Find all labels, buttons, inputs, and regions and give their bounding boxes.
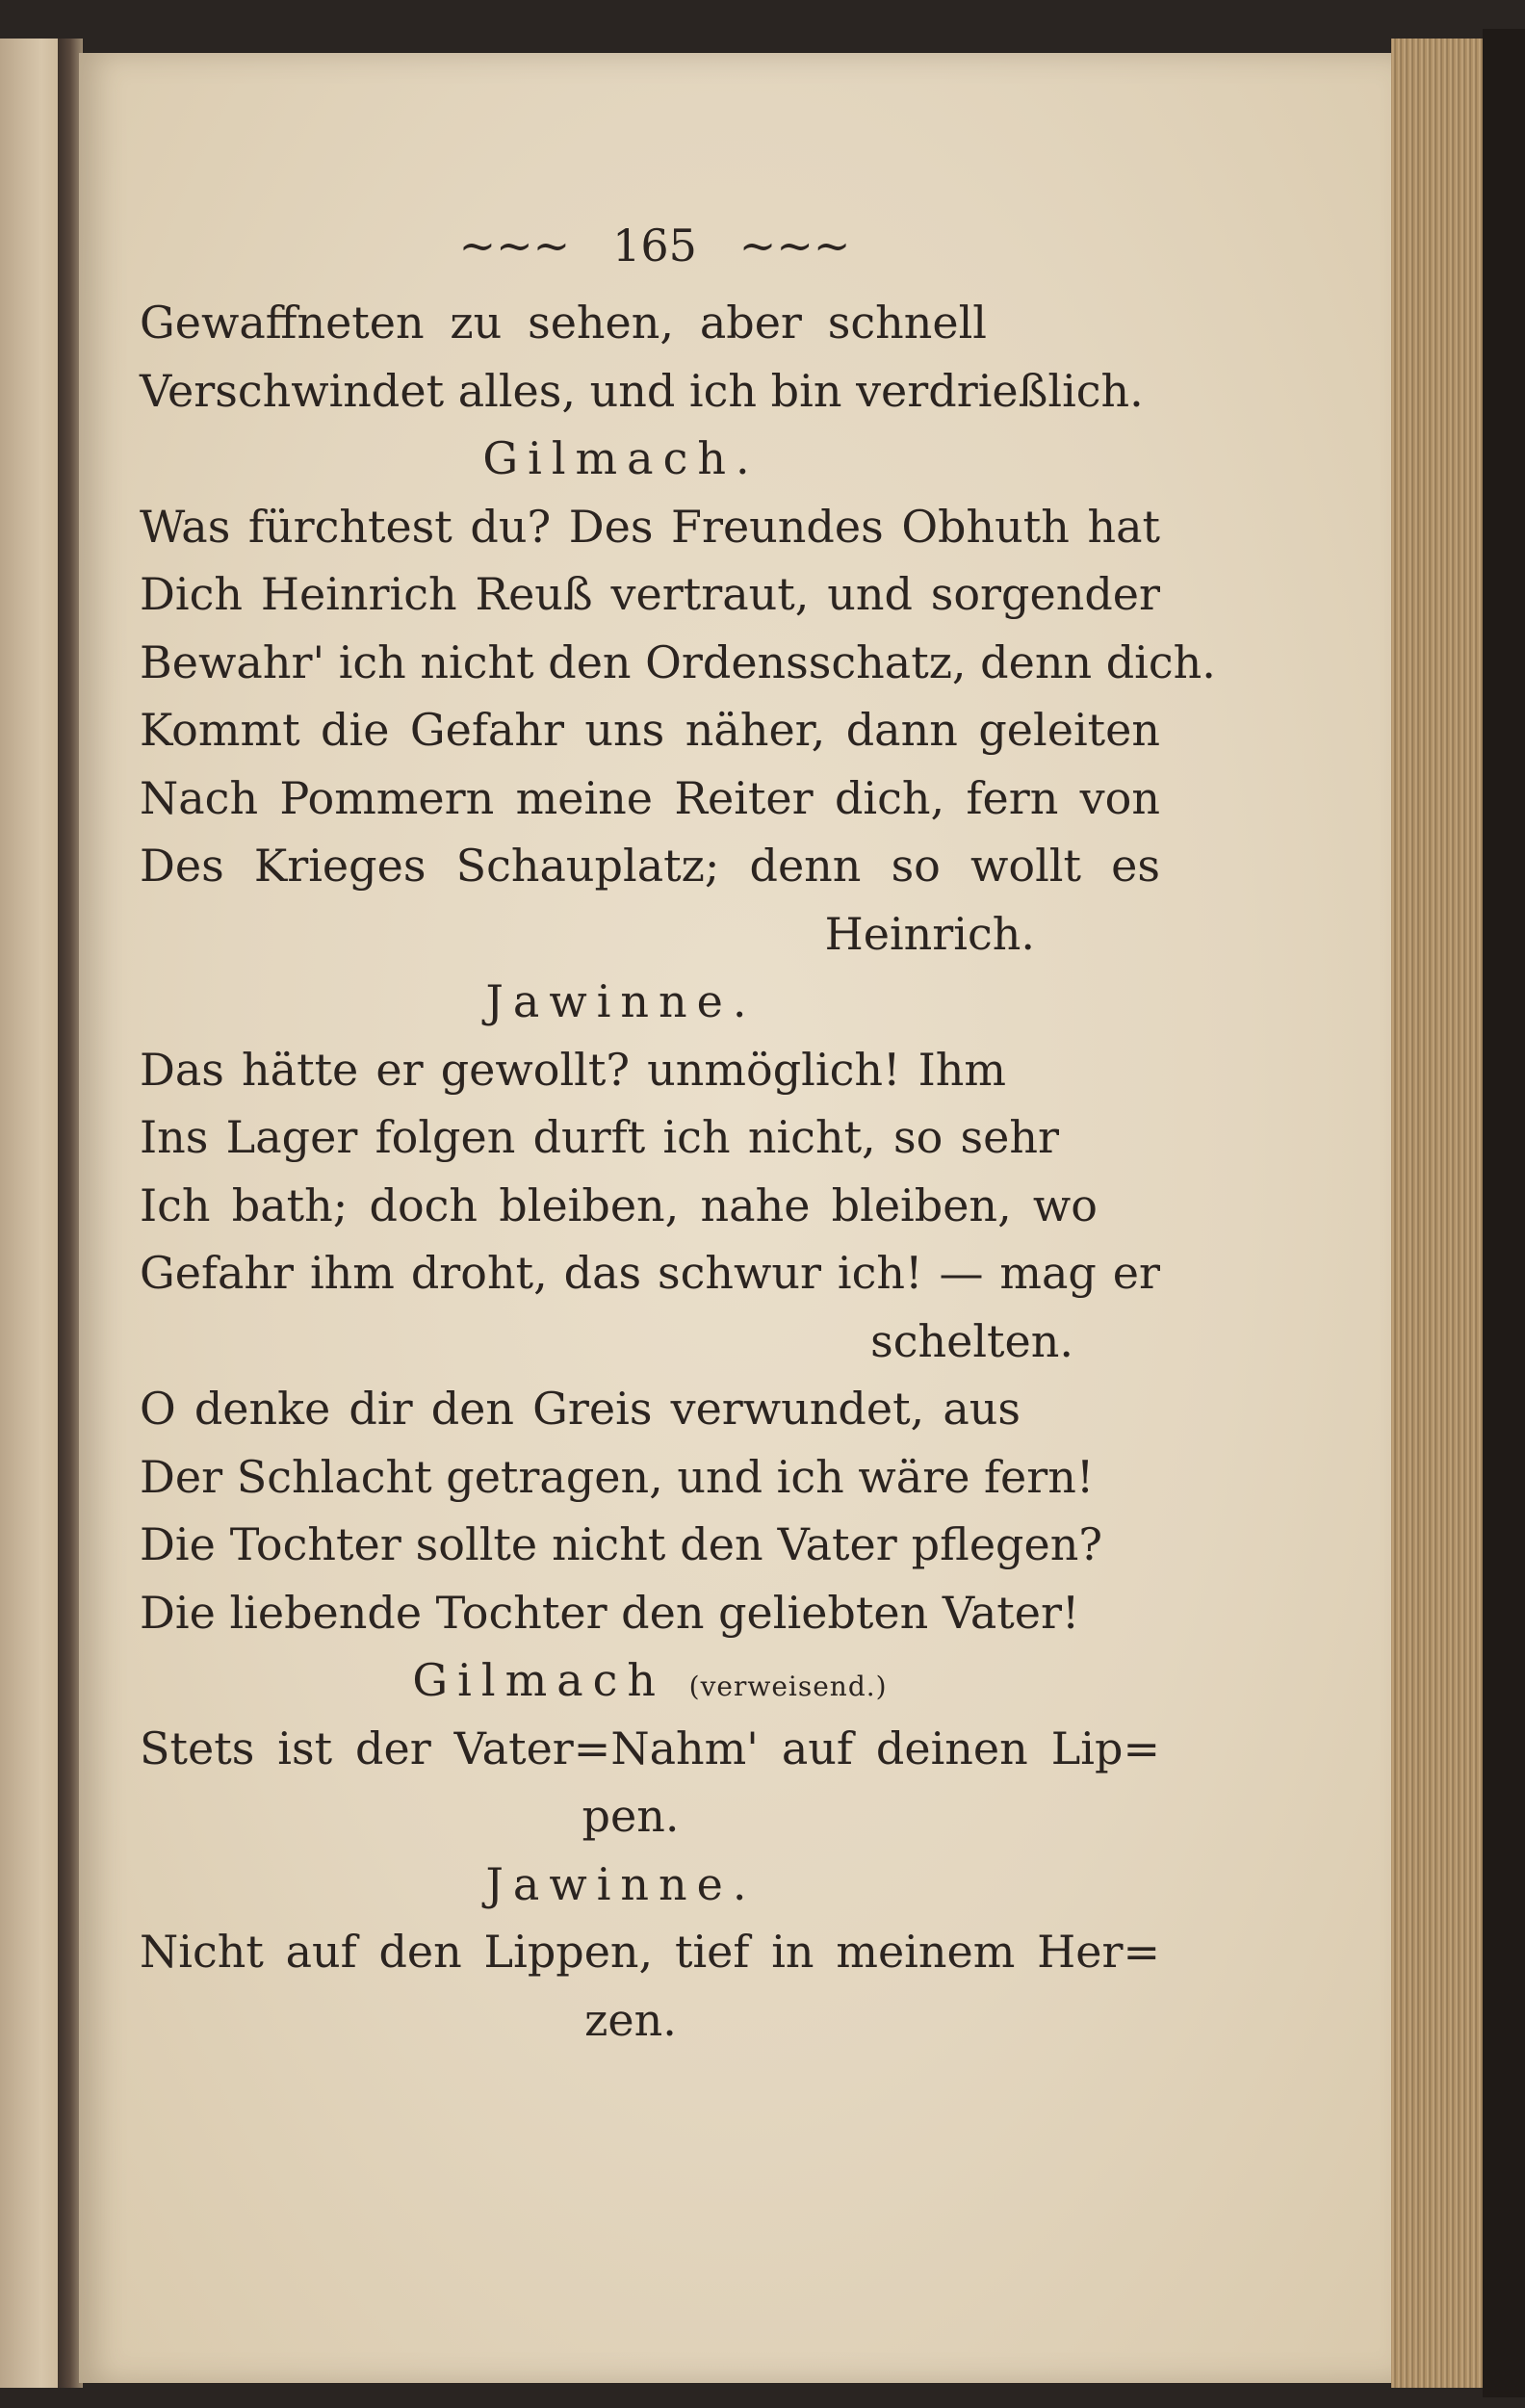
text-line: Des Krieges Schauplatz; denn so wollt es xyxy=(140,840,1160,892)
text-line: Ins Lager folgen durft ich nicht, so sehr xyxy=(140,1111,1059,1163)
text-line: Die liebende Tochter den geliebten Vater! xyxy=(140,1586,1080,1639)
speaker-name: Jawinne. xyxy=(485,1857,757,1910)
text-line-continuation: pen. xyxy=(582,1790,680,1842)
page-header xyxy=(433,220,876,272)
text-line: Gewaffneten zu sehen, aber schnell xyxy=(140,297,987,349)
text-line: Die Tochter sollte nicht den Vater pflegen? xyxy=(140,1518,1102,1570)
text-line: Kommt die Gefahr uns näher, dann geleiten xyxy=(140,704,1160,756)
text-line: Nicht auf den Lippen, tief in meinem Her= xyxy=(140,1926,1160,1978)
text-line: Verschwindet alles, und ich bin verdrießlich. xyxy=(140,364,1144,417)
speaker-name: Gilmach. xyxy=(482,432,760,484)
text-line-continuation: schelten. xyxy=(870,1314,1073,1367)
text-line: Der Schlacht getragen, und ich wäre fern! xyxy=(140,1450,1095,1503)
text-line: Das hätte er gewollt? unmöglich! Ihm xyxy=(140,1043,1006,1096)
speaker-line xyxy=(140,1646,1160,1715)
stage-direction: (verweisend.) xyxy=(688,1670,888,1702)
text-line-continuation: Heinrich. xyxy=(824,907,1035,960)
page-block-edge xyxy=(1391,39,1487,2388)
page-number: 165 xyxy=(612,220,697,272)
text-line: Ich bath; doch bleiben, nahe bleiben, wo xyxy=(140,1178,1098,1231)
text-line: O denke dir den Greis verwundet, aus xyxy=(140,1383,1021,1435)
text-line: Nach Pommern meine Reiter dich, fern von xyxy=(140,771,1160,824)
speaker-name: Jawinne. xyxy=(485,975,757,1027)
text-line-continuation: zen. xyxy=(584,1993,677,2046)
ornament-right: ~~~ xyxy=(738,220,851,272)
body-text xyxy=(140,289,1216,2054)
speaker-name: Gilmach xyxy=(412,1654,666,1706)
text-line: Gefahr ihm droht, das schwur ich! — mag er xyxy=(140,1247,1160,1299)
text-line: Was fürchtest du? Des Freundes Obhuth hat xyxy=(140,500,1160,553)
text-line: Bewahr' ich nicht den Ordensschatz, denn dich. xyxy=(140,635,1216,688)
ornament-left: ~~~ xyxy=(458,220,571,272)
text-line: Stets ist der Vater=Nahm' auf deinen Lip= xyxy=(140,1722,1160,1774)
text-line: Dich Heinrich Reuß vertraut, und sorgender xyxy=(140,568,1160,620)
cover-edge xyxy=(1483,29,1525,2397)
